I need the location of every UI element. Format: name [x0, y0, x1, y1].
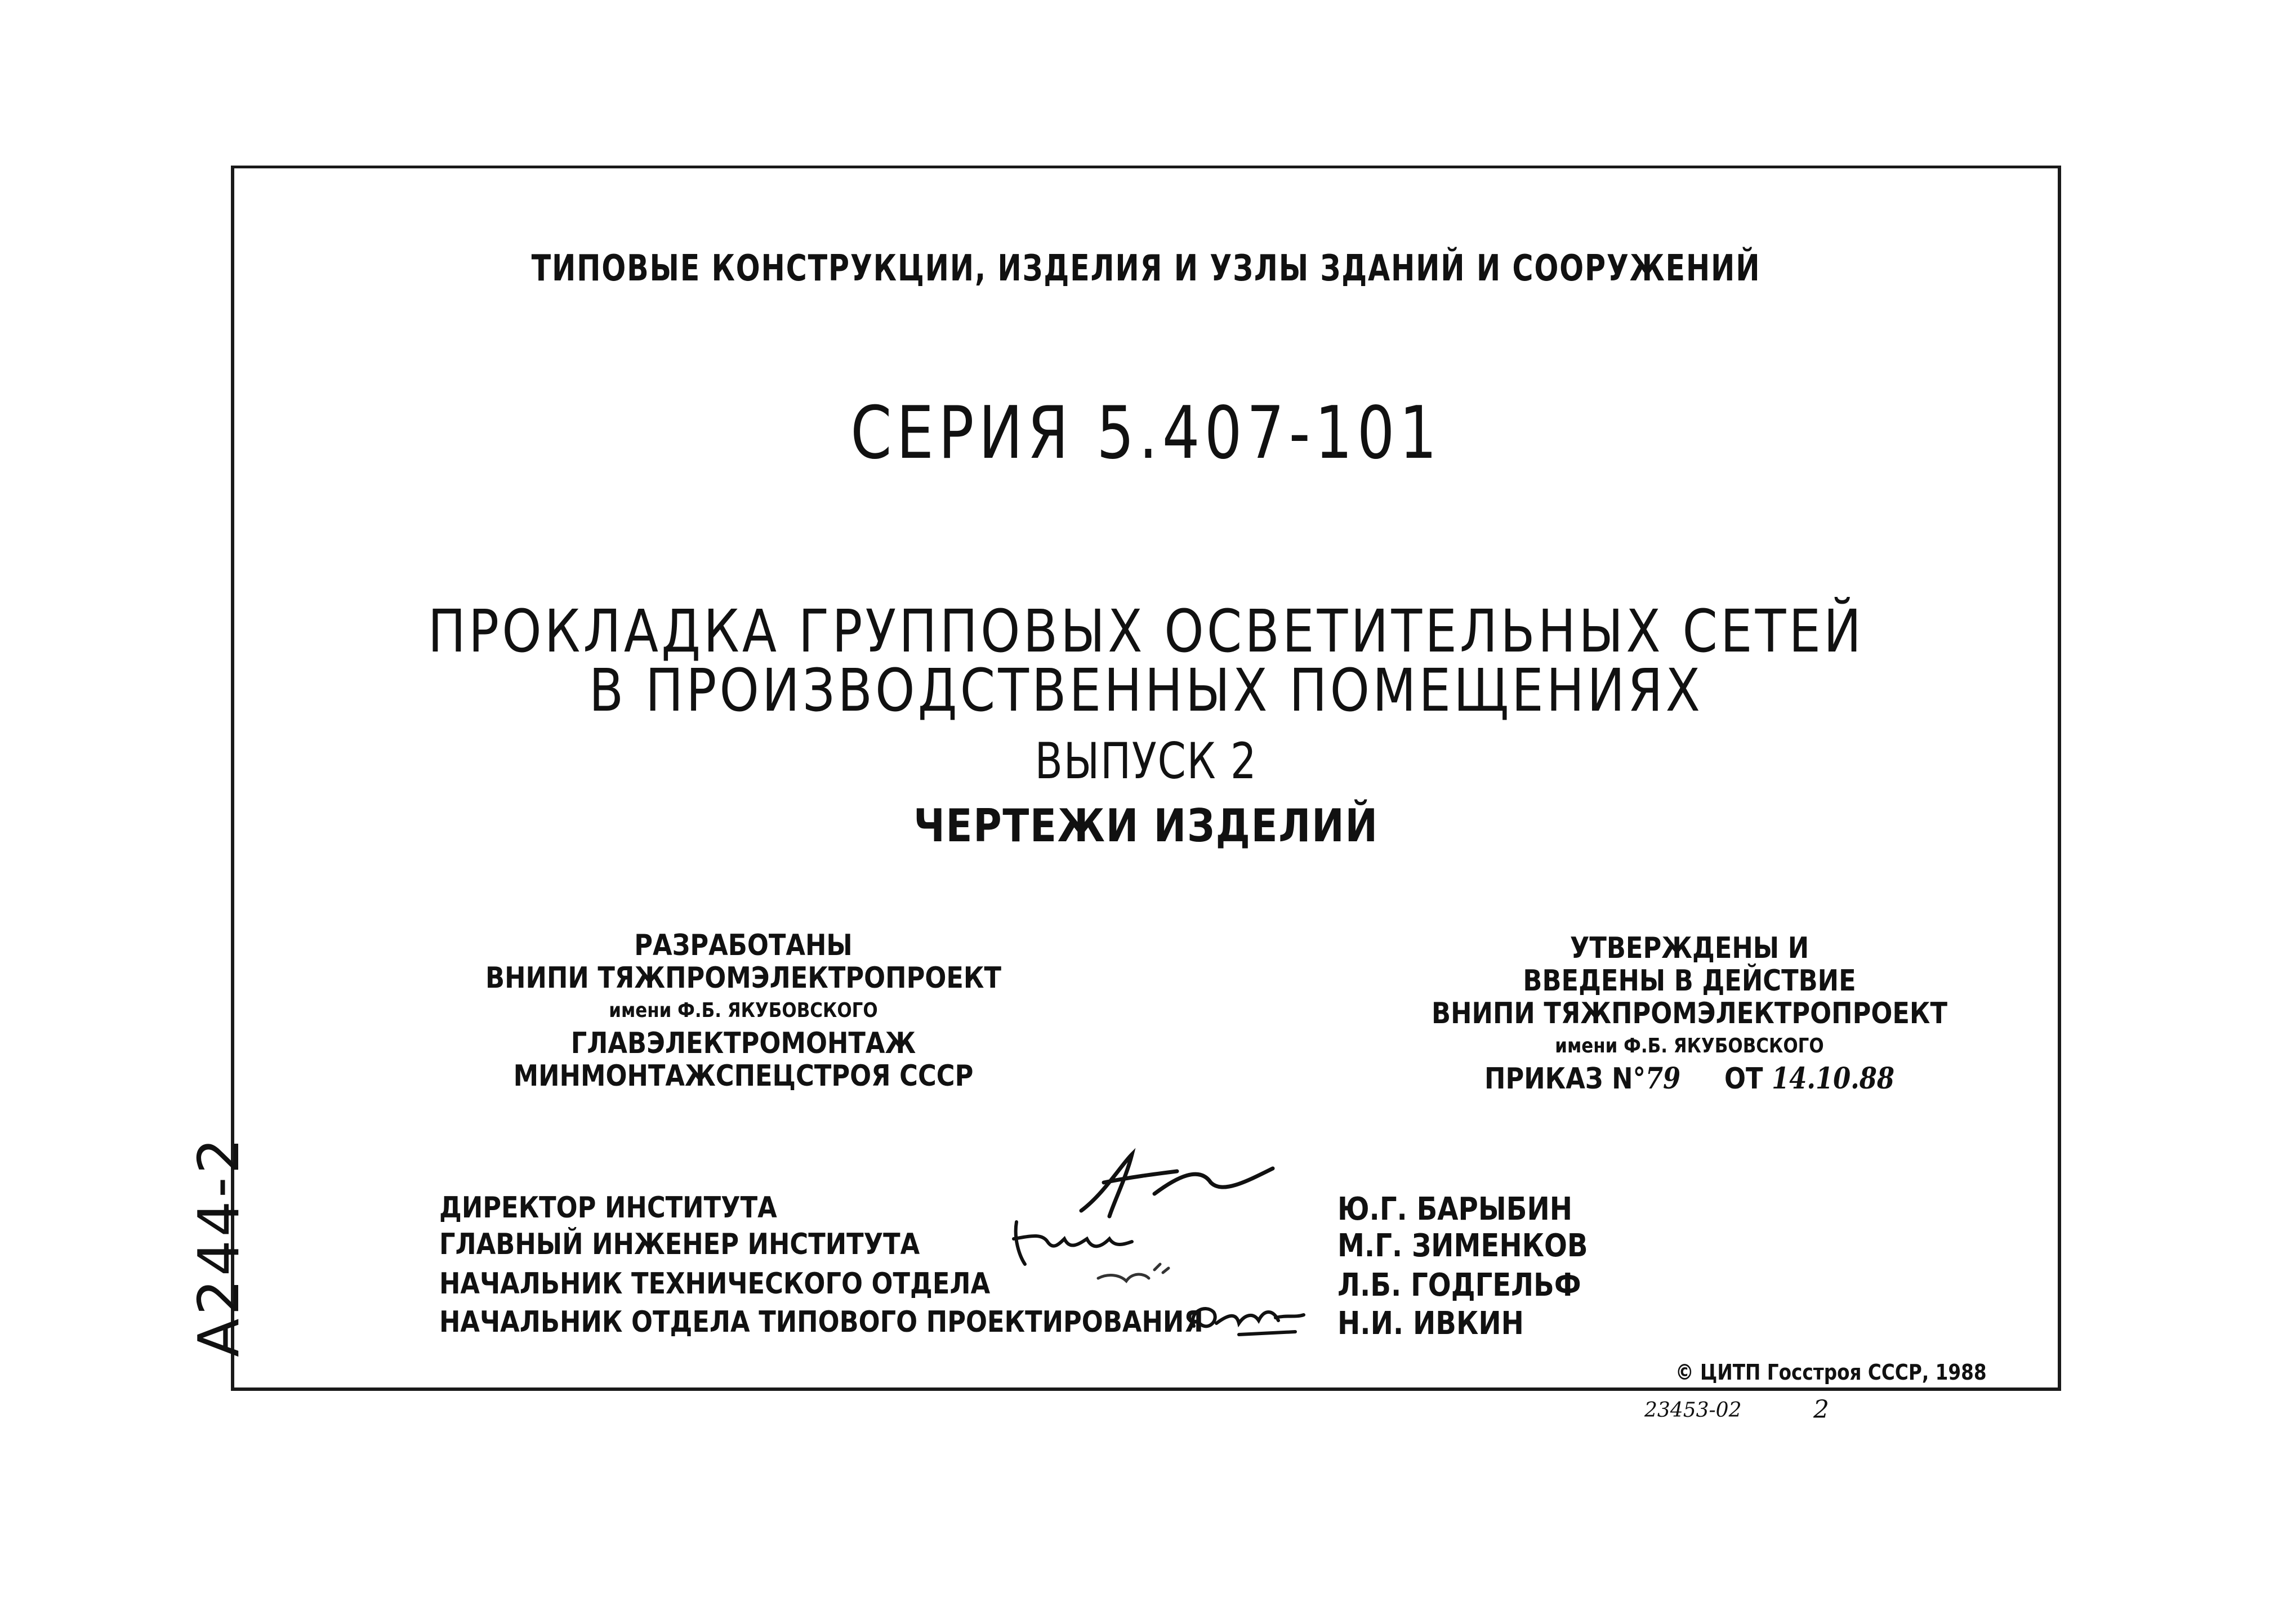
approver-named: имени Ф.Б. ЯКУБОВСКОГО — [1555, 1034, 1824, 1058]
signatory-position-typical-design-head: НАЧАЛЬНИК ОТДЕЛА ТИПОВОГО ПРОЕКТИРОВАНИЯ — [439, 1305, 1203, 1339]
document-side-code: А244-2 — [186, 1135, 252, 1357]
copyright-notice: © ЦИТП Госстроя СССР, 1988 — [1675, 1360, 1987, 1385]
signatory-position-director: ДИРЕКТОР ИНСТИТУТА — [439, 1191, 777, 1225]
signatory-name-technical-head: Л.Б. ГОДГЕЛЬФ — [1337, 1267, 1581, 1304]
order-number: 79 — [1645, 1061, 1681, 1096]
developed-heading: РАЗРАБОТАНЫ — [634, 929, 853, 962]
order-date-label: ОТ — [1724, 1062, 1763, 1096]
document-subtitle: ЧЕРТЕЖИ ИЗДЕЛИЙ — [913, 800, 1379, 852]
handwritten-signature-director — [1070, 1143, 1284, 1222]
handwritten-signature-typical-design-head — [1183, 1292, 1307, 1343]
developer-named: имени Ф.Б. ЯКУБОВСКОГО — [609, 999, 878, 1022]
approved-heading-2: ВВЕДЕНЫ В ДЕЙСТВИЕ — [1523, 964, 1856, 998]
handwritten-signature-technical-head — [1087, 1256, 1177, 1295]
approved-heading: УТВЕРЖДЕНЫ И — [1569, 931, 1809, 965]
approved-by-block — [1326, 932, 2053, 1095]
developer-org: ВНИПИ ТЯЖПРОМЭЛЕКТРОПРОЕКТ — [485, 961, 1001, 995]
order-line — [1326, 1063, 2053, 1095]
developed-by-block — [404, 929, 1082, 1092]
series-number: СЕРИЯ 5.407-101 — [850, 391, 1442, 475]
developer-ministry: МИНМОНТАЖСПЕЦСТРОЯ СССР — [513, 1059, 974, 1093]
page-number: 2 — [1813, 1395, 1829, 1424]
approver-org: ВНИПИ ТЯЖПРОМЭЛЕКТРОПРОЕКТ — [1432, 997, 1947, 1030]
print-code: 23453-02 — [1644, 1399, 1742, 1422]
document-title-line-2: В ПРОИЗВОДСТВЕННЫХ ПОМЕЩЕНИЯХ — [588, 656, 1704, 725]
signatory-position-technical-head: НАЧАЛЬНИК ТЕХНИЧЕСКОГО ОТДЕЛА — [439, 1267, 991, 1301]
developer-dept: ГЛАВЭЛЕКТРОМОНТАЖ — [570, 1027, 916, 1060]
category-heading: ТИПОВЫЕ КОНСТРУКЦИИ, ИЗДЕЛИЯ И УЗЛЫ ЗДАНИЙ И СООРУЖЕНИЙ — [531, 248, 1761, 289]
issue-number: ВЫПУСК 2 — [1035, 732, 1258, 790]
document-title-line-1: ПРОКЛАДКА ГРУППОВЫХ ОСВЕТИТЕЛЬНЫХ СЕТЕЙ — [427, 597, 1865, 666]
signatory-position-chief-engineer: ГЛАВНЫЙ ИНЖЕНЕР ИНСТИТУТА — [439, 1228, 920, 1261]
order-date: 14.10.88 — [1772, 1061, 1894, 1096]
signatory-name-chief-engineer: М.Г. ЗИМЕНКОВ — [1337, 1228, 1588, 1264]
signatory-name-director: Ю.Г. БАРЫБИН — [1337, 1191, 1573, 1228]
order-label: ПРИКАЗ N° — [1484, 1062, 1646, 1096]
signatory-name-typical-design-head: Н.И. ИВКИН — [1337, 1305, 1524, 1342]
